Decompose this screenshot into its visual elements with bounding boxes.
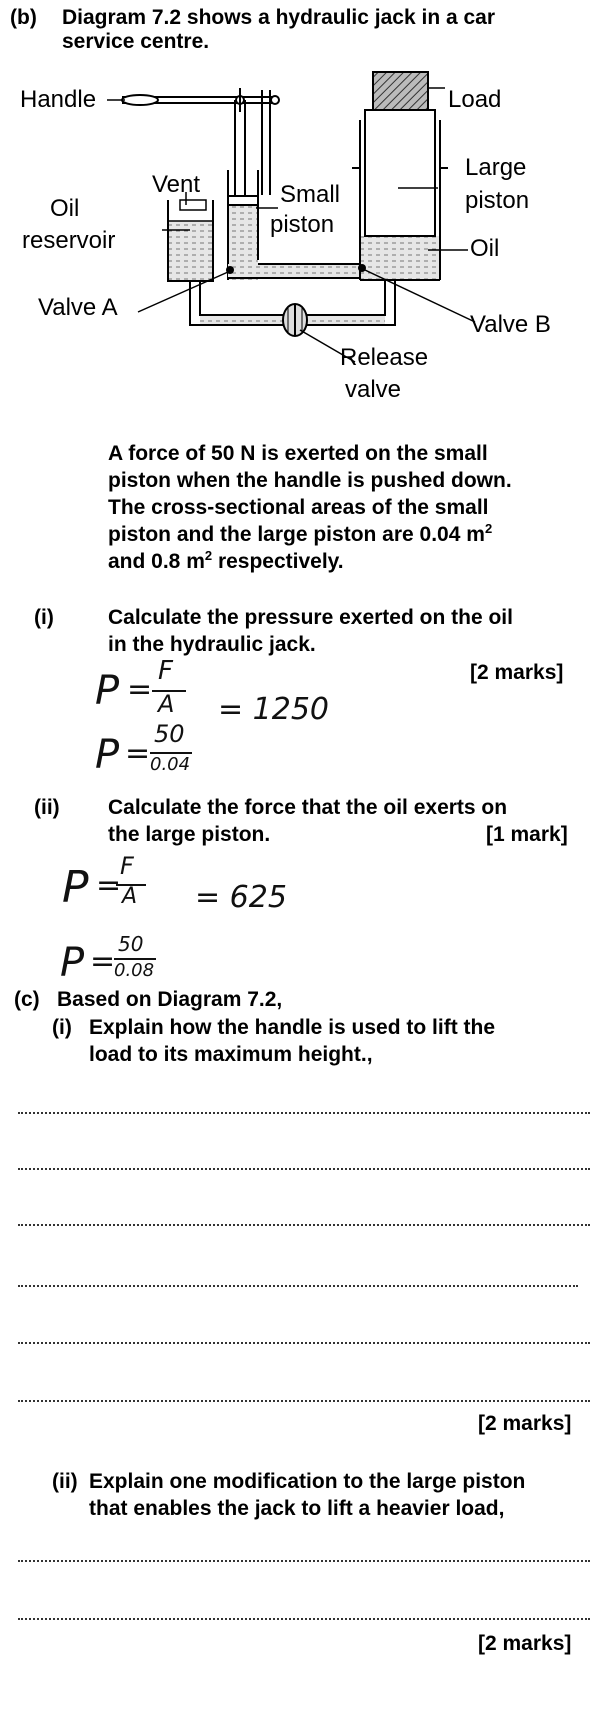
answer-line[interactable]: [18, 1168, 590, 1170]
label-valve-a: Valve A: [38, 294, 118, 321]
answer-line[interactable]: [18, 1400, 590, 1402]
part-b-title-line2: service centre.: [62, 30, 210, 53]
part-c-label: (c): [14, 988, 40, 1011]
support-post: [262, 90, 270, 195]
label-oil: Oil: [470, 235, 500, 262]
q-c-i-marks: [2 marks]: [478, 1412, 572, 1435]
q-c-ii-marks: [2 marks]: [478, 1632, 572, 1655]
info-line2: piston when the handle is pushed down.: [108, 469, 512, 492]
info-line1: A force of 50 N is exerted on the small: [108, 442, 488, 465]
valve-b: [358, 264, 366, 272]
small-piston-rod: [235, 100, 245, 195]
label-oil-reservoir-2: reservoir: [22, 227, 116, 254]
label-valve-b: Valve B: [470, 311, 551, 338]
q-c-i-label: (i): [52, 1016, 72, 1039]
label-release-1: Release: [340, 344, 429, 371]
q-b-ii-line2: the large piston.: [108, 823, 271, 846]
q-c-ii-label: (ii): [52, 1470, 78, 1493]
label-oil-reservoir-1: Oil: [50, 195, 80, 222]
q-b-i-line1: Calculate the pressure exerted on the oil: [108, 606, 513, 629]
label-small-piston-1: Small: [280, 181, 341, 208]
label-large-piston-1: Large: [465, 154, 527, 181]
label-release-2: valve: [345, 376, 402, 403]
q-b-ii-label: (ii): [34, 796, 60, 819]
info-line5: and 0.8 $m^2$ respectively.: [108, 548, 344, 573]
handle-lever: [122, 88, 279, 112]
part-b-title-line1: Diagram 7.2 shows a hydraulic jack in a car: [62, 6, 496, 29]
answer-line[interactable]: [18, 1342, 590, 1344]
q-b-ii-marks: [1 mark]: [486, 823, 568, 846]
label-small-piston-2: piston: [270, 211, 335, 238]
load-block: [373, 72, 428, 110]
q-b-i-marks: [2 marks]: [470, 661, 564, 684]
q-b-i-label: (i): [34, 606, 54, 629]
answer-line[interactable]: [18, 1560, 590, 1562]
q-c-ii-line1: Explain one modification to the large piston: [89, 1470, 526, 1493]
part-b-label: (b): [10, 6, 37, 29]
connecting-pipe: [228, 264, 360, 278]
label-handle: Handle: [20, 86, 97, 113]
q-b-ii-line1: Calculate the force that the oil exerts on: [108, 796, 508, 819]
small-cylinder: [228, 170, 258, 280]
large-cylinder: [352, 110, 448, 280]
label-large-piston-2: piston: [465, 187, 530, 214]
part-c-title: Based on Diagram 7.2,: [57, 988, 283, 1011]
q-c-ii-line2: that enables the jack to lift a heavier load,: [89, 1497, 505, 1520]
answer-line[interactable]: [18, 1224, 590, 1226]
oil-reservoir: [168, 200, 213, 281]
q-c-i-line2: load to its maximum height.,: [89, 1043, 373, 1066]
q-c-i-line1: Explain how the handle is used to lift the: [89, 1016, 496, 1039]
answer-line[interactable]: [18, 1112, 590, 1114]
answer-line[interactable]: [18, 1285, 578, 1287]
info-line3: The cross-sectional areas of the small: [108, 496, 489, 519]
q-b-i-line2: in the hydraulic jack.: [108, 633, 316, 656]
label-vent: Vent: [152, 171, 201, 198]
answer-line[interactable]: [18, 1618, 590, 1620]
info-line4: piston and the large piston are 0.04 $m^2$: [108, 521, 493, 546]
label-load: Load: [448, 86, 502, 113]
